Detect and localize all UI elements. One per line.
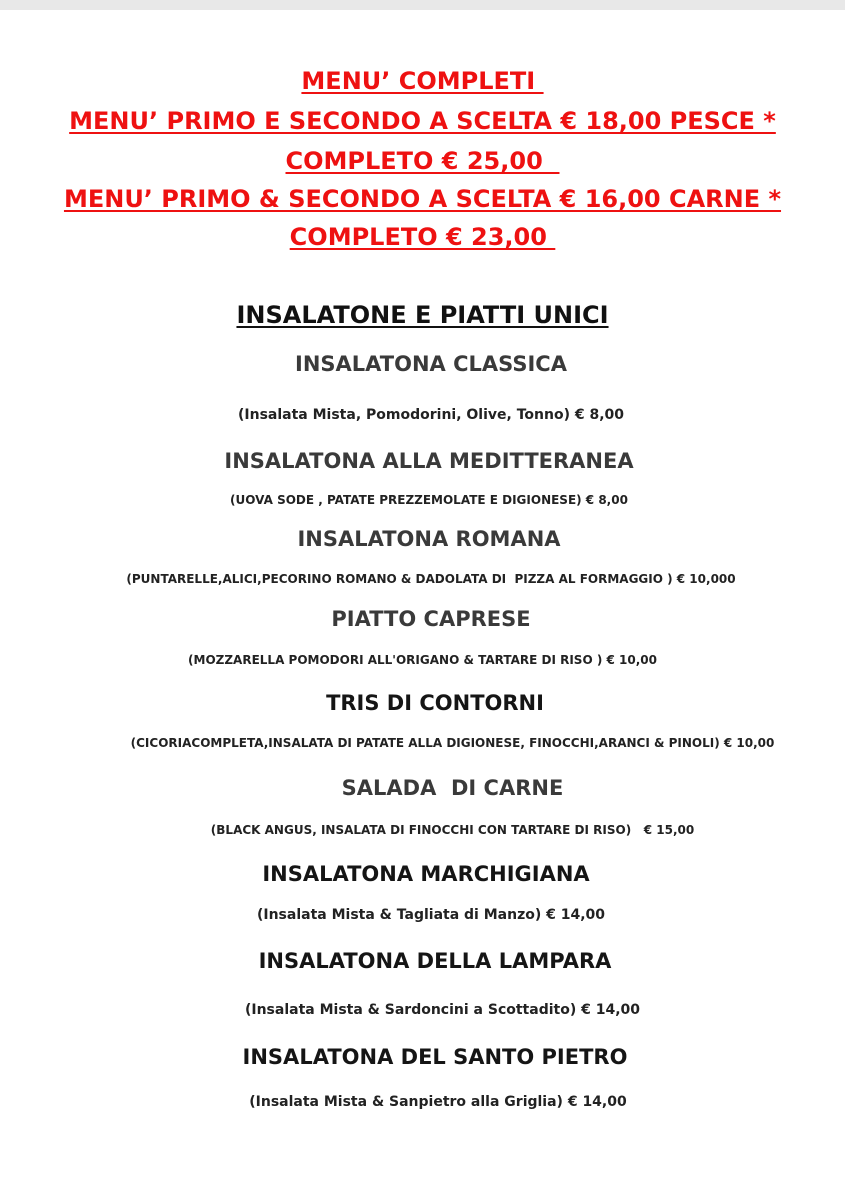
dish-name: INSALATONA ROMANA [297,527,561,551]
menu-pesce-completo-line: COMPLETO € 25,00 [285,147,560,175]
dish-desc: (BLACK ANGUS, INSALATA DI FINOCCHI CON TARTARE DI RISO) € 15,00 [210,823,695,837]
dish-name: INSALATONA DEL SANTO PIETRO [242,1045,628,1069]
dish-desc: (Insalata Mista & Sanpietro alla Griglia) € 14,00 [249,1094,627,1110]
section-title: INSALATONE E PIATTI UNICI [236,301,609,329]
dish-name: INSALATONA CLASSICA [295,352,567,376]
menu-carne-line: MENU’ PRIMO & SECONDO A SCELTA € 16,00 CARNE * [63,185,782,213]
dish-desc: (MOZZARELLA POMODORI ALL'ORIGANO & TARTARE DI RISO ) € 10,00 [188,653,657,667]
dish-desc: (Insalata Mista, Pomodorini, Olive, Tonno) € 8,00 [238,407,624,423]
dish-name: SALADA DI CARNE [341,776,564,800]
menu-completi-title: MENU’ COMPLETI [301,67,544,95]
menu-carne-completo-line: COMPLETO € 23,00 [289,223,556,251]
dish-name: TRIS DI CONTORNI [326,691,544,715]
dish-name: INSALATONA MARCHIGIANA [262,862,590,886]
dish-name: PIATTO CAPRESE [331,607,531,631]
dish-name: INSALATONA DELLA LAMPARA [258,949,612,973]
menu-pesce-line: MENU’ PRIMO E SECONDO A SCELTA € 18,00 PESCE * [69,107,776,135]
dish-desc: (Insalata Mista & Sardoncini a Scottadito) € 14,00 [244,1002,640,1018]
dish-desc: (PUNTARELLE,ALICI,PECORINO ROMANO & DADOLATA DI PIZZA AL FORMAGGIO ) € 10,000 [126,572,736,586]
dish-desc: (Insalata Mista & Tagliata di Manzo) € 14,00 [256,907,606,923]
top-bar [0,0,845,10]
dish-name: INSALATONA ALLA MEDITTERANEA [224,449,634,473]
dish-desc: (UOVA SODE , PATATE PREZZEMOLATE E DIGIONESE) € 8,00 [230,493,628,507]
dish-desc: (CICORIACOMPLETA,INSALATA DI PATATE ALLA DIGIONESE, FINOCCHI,ARANCI & PINOLI) € 10,00 [130,736,775,750]
